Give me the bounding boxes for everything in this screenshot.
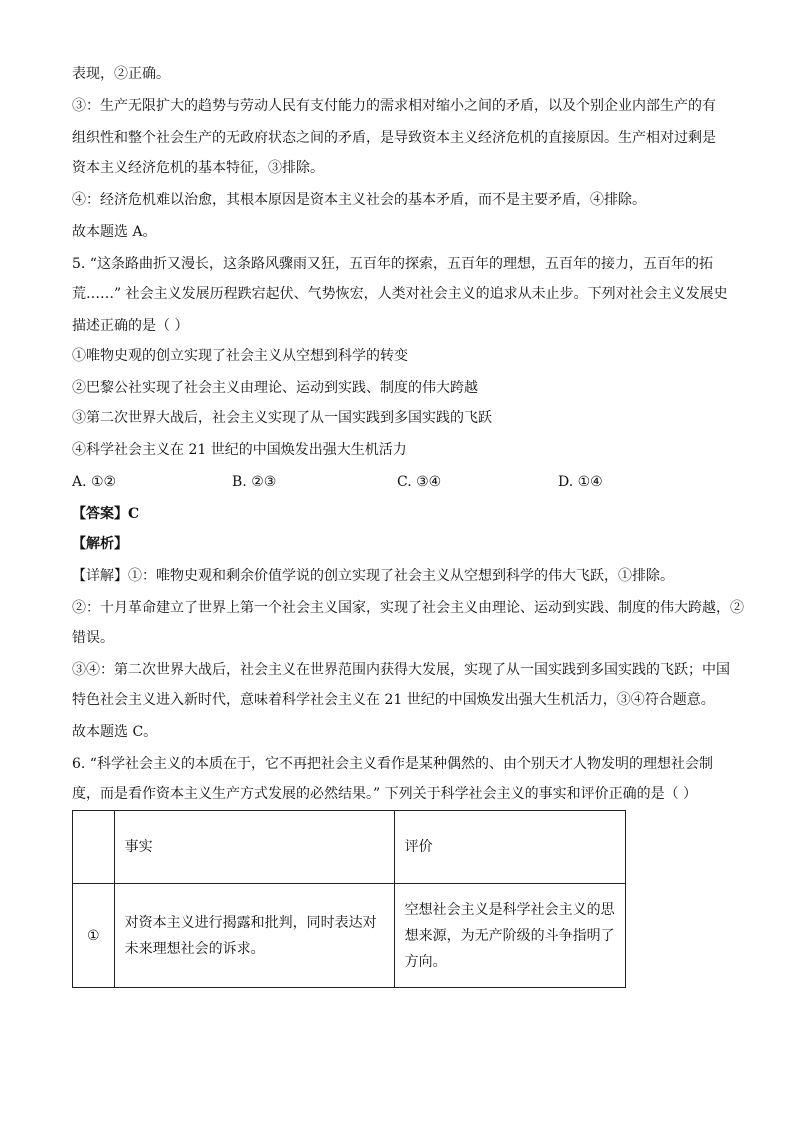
- question-5-stem: 描述正确的是（ ）: [72, 318, 189, 334]
- answer-label: 【答案】C: [72, 506, 140, 522]
- statement-item: ②巴黎公社实现了社会主义由理论、运动到实践、制度的伟大跨越: [72, 380, 478, 396]
- option-d: D. ①④: [558, 474, 603, 490]
- analysis-line: ③：生产无限扩大的趋势与劳动人民有支付能力的需求相对缩小之间的矛盾，以及个别企业内部生产的有: [72, 98, 716, 114]
- table-cell: [73, 811, 115, 884]
- statement-item: ③第二次世界大战后，社会主义实现了从一国实践到多国实践的飞跃: [72, 410, 492, 426]
- header-evaluation: 评价: [394, 811, 625, 884]
- question-6-stem: 6. “科学社会主义的本质在于，它不再把社会主义看作是某种偶然的、由个别天才人物发明的理想社会制: [72, 756, 713, 772]
- analysis-line: 错误。: [72, 630, 114, 646]
- row-fact: 对资本主义进行揭露和批判，同时表达对未来理想社会的诉求。: [114, 884, 394, 988]
- question-6-stem: 度，而是看作资本主义生产方式发展的必然结果。” 下列关于科学社会主义的事实和评价正确的是（ ）: [72, 786, 698, 802]
- analysis-line: ③④：第二次世界大战后，社会主义在世界范围内获得大发展，实现了从一国实践到多国实践的飞跃；中国: [72, 662, 730, 678]
- analysis-line: 资本主义经济危机的基本特征，③排除。: [72, 160, 324, 176]
- question-5-stem: 荒……” 社会主义发展历程跌宕起伏、气势恢宏，人类对社会主义的追求从未止步。下列对社会主义发展史: [72, 286, 728, 302]
- analysis-line: ④：经济危机难以治愈，其根本原因是资本主义社会的基本矛盾，而不是主要矛盾，④排除。: [72, 192, 646, 208]
- analysis-line: 组织性和整个社会生产的无政府状态之间的矛盾，是导致资本主义经济危机的直接原因。生产相对过剩是: [72, 130, 716, 146]
- answer-summary: 故本题选 C。: [72, 724, 158, 740]
- analysis-heading: 【解析】: [72, 536, 128, 552]
- option-a: A. ①②: [72, 474, 117, 490]
- question-5-stem: 5. “这条路曲折又漫长，这条路风骤雨又狂，五百年的探索，五百年的理想，五百年的接力，五百年的拓: [72, 256, 713, 272]
- answer-options: [72, 472, 732, 492]
- fact-evaluation-table: [72, 810, 626, 988]
- analysis-line: 【详解】①：唯物史观和剩余价值学说的创立实现了社会主义从空想到科学的伟大飞跃，①排除。: [72, 568, 674, 584]
- statement-item: ①唯物史观的创立实现了社会主义从空想到科学的转变: [72, 348, 408, 364]
- row-evaluation: 空想社会主义是科学社会主义的思想来源，为无产阶级的斗争指明了方向。: [394, 884, 625, 988]
- row-number: ①: [73, 884, 115, 988]
- table-row: [73, 884, 626, 988]
- analysis-line: 特色社会主义进入新时代，意味着科学社会主义在 21 世纪的中国焕发出强大生机活力，③④符合题意。: [72, 692, 715, 708]
- option-c: C. ③④: [397, 474, 442, 490]
- answer-summary: 故本题选 A。: [72, 224, 157, 240]
- analysis-line: ②：十月革命建立了世界上第一个社会主义国家，实现了社会主义由理论、运动到实践、制度的伟大跨越，②: [72, 600, 744, 616]
- option-b: B. ②③: [232, 474, 277, 490]
- header-fact: 事实: [114, 811, 394, 884]
- table-header-row: [73, 811, 626, 884]
- statement-item: ④科学社会主义在 21 世纪的中国焕发出强大生机活力: [72, 442, 407, 458]
- analysis-line: 表现，②正确。: [72, 66, 170, 82]
